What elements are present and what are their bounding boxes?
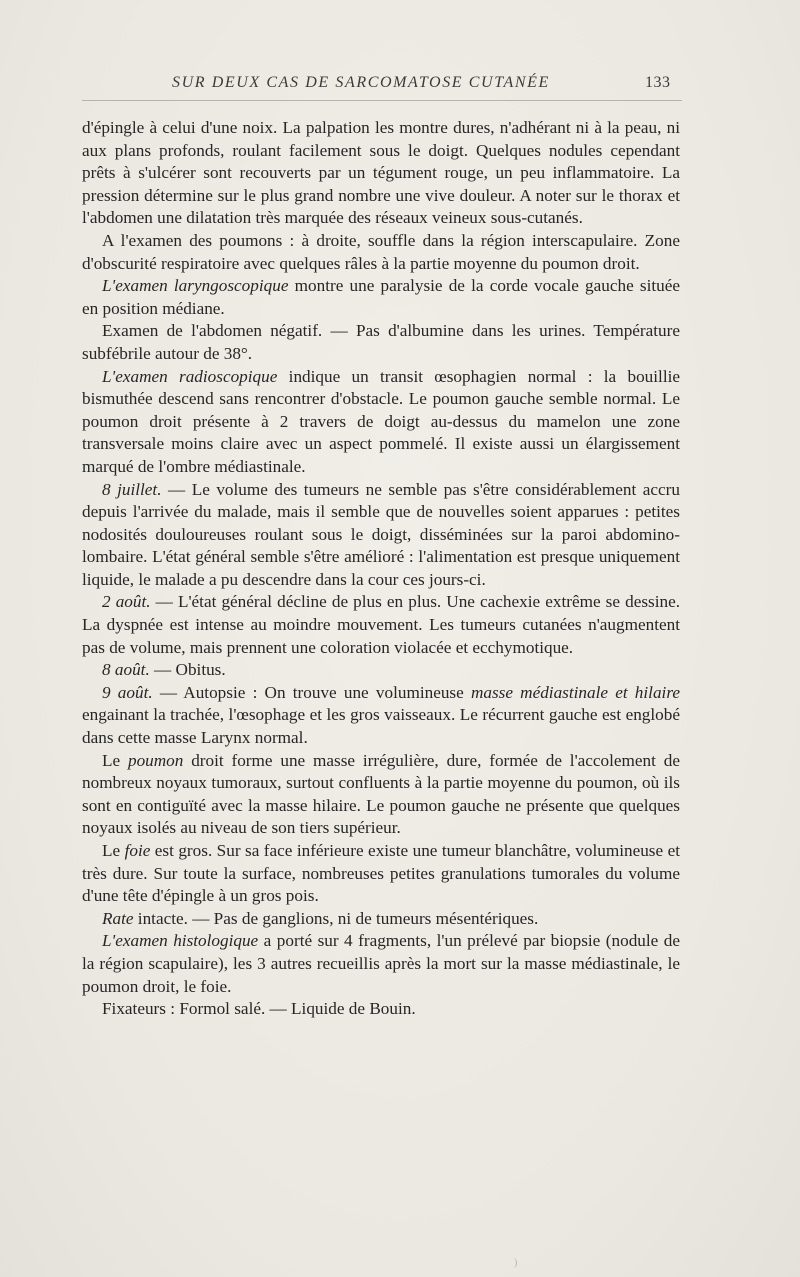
italic-term: masse médiastinale et hilaire xyxy=(470,682,680,702)
paragraph: Examen de l'abdomen négatif. — Pas d'albumine dans les urines. Température subfébrile autour de 38°. xyxy=(82,321,680,363)
header-rule xyxy=(82,100,682,101)
italic-lead: Rate xyxy=(102,908,134,928)
italic-lead: L'examen laryngoscopique xyxy=(102,276,289,296)
paragraph: L'examen radioscopique indique un transit œsophagien normal : la bouillie bismuthée descend sans rencontrer d'obstacle. Le poumon gauche semble normal. Le poumon droit présente à 2 travers de doigt au-dessus du mamelon une zone transversale moins claire avec un aspect pommelé. Il existe aussi un élargissement marqué de l'ombre médiastinale. xyxy=(82,366,680,476)
paragraph: Rate intacte. — Pas de ganglions, ni de tumeurs mésentériques. xyxy=(102,908,539,928)
page-number: 133 xyxy=(645,74,671,91)
paragraph: A l'examen des poumons : à droite, souffle dans la région interscapulaire. Zone d'obscurité respiratoire avec quelques râles à la partie moyenne du poumon droit. xyxy=(82,230,680,273)
paragraph: 2 août. — L'état général décline de plus en plus. Une cachexie extrême se dessine. La dyspnée est intense au moindre mouvement. Les tumeurs cutanées n'augmentent pas de volume, mais prennent une coloration violacée et ecchymotique. xyxy=(82,592,680,657)
paragraph: Fixateurs : Formol salé. — Liquide de Bouin. xyxy=(102,999,416,1019)
running-title: SUR DEUX CAS DE SARCOMATOSE CUTANÉE xyxy=(172,74,550,91)
date-lead: 8 juillet. xyxy=(102,479,162,499)
paragraph: d'épingle à celui d'une noix. La palpation les montre dures, n'adhérant ni à la peau, ni aux plans profonds, roulant facilement sous le doigt. Quelques nodules cependant prêts à s'ulcérer sont recouverts par un tégument rouge, un peu inflammatoire. La pression détermine sur le plus grand nombre une vive douleur. A noter sur le thorax et l'abdomen une dilatation très marquée des réseaux veineux sous-cutanés. xyxy=(82,118,680,228)
paragraph: 9 août. — Autopsie : On trouve une volumineuse masse médiastinale et hilaire engainant la trachée, l'œsophage et les gros vaisseaux. Le récurrent gauche est englobé dans cette masse Larynx normal. xyxy=(82,682,680,748)
italic-lead: L'examen histologique xyxy=(102,931,259,951)
italic-term: poumon xyxy=(127,750,184,770)
paragraph: Le poumon droit forme une masse irrégulière, dure, formée de l'accolement de nombreux noyaux tumoraux, surtout confluents à la partie moyenne du poumon, où ils sont en contiguïté avec la masse hilaire. Le poumon gauche ne présente que quelques noyaux isolés au niveau de son tiers supérieur. xyxy=(82,750,680,838)
page-blemish xyxy=(510,1258,517,1268)
italic-term: foie xyxy=(124,841,151,860)
date-lead: 9 août. xyxy=(102,682,153,702)
paragraph: 8 juillet. — Le volume des tumeurs ne semble pas s'être considérablement accru depuis l'arrivée du malade, mais il semble que de nouvelles soient apparues : petites nodosités douloureuses roulant sous le doigt, disséminées sur la paroi abdomino-lombaire. L'état général semble s'être amélioré : l'alimentation est presque uniquement liquide, le malade a pu descendre dans la cour ces jours-ci. xyxy=(82,479,680,589)
body-text xyxy=(82,117,680,1021)
paragraph: L'examen laryngoscopique montre une paralysie de la corde vocale gauche située en position médiane. xyxy=(82,276,680,318)
paragraph: 8 août. — Obitus. xyxy=(102,660,226,680)
paragraph: Le foie est gros. Sur sa face inférieure existe une tumeur blanchâtre, volumineuse et très dure. Sur toute la surface, nombreuses petites granulations tumorales du volume d'une tête d'épingle à un gros pois. xyxy=(82,841,680,906)
italic-lead: L'examen radioscopique xyxy=(102,366,278,386)
paragraph: L'examen histologique a porté sur 4 fragments, l'un prélevé par biopsie (nodule de la région scapulaire), les 3 autres recueillis après la mort sur la masse médiastinale, le poumon droit, le foie. xyxy=(82,931,680,996)
date-lead: 8 août. xyxy=(102,660,150,680)
date-lead: 2 août. xyxy=(102,592,151,612)
